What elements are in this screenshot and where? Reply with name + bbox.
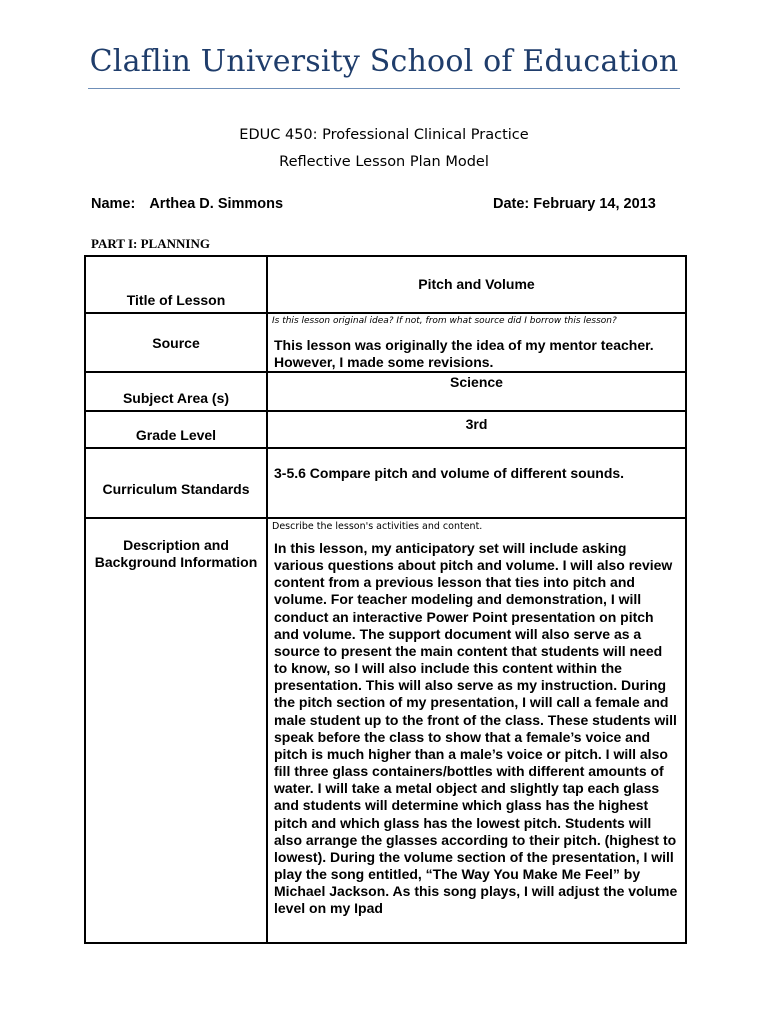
standards-label: Curriculum Standards <box>102 481 250 497</box>
table-row-subject <box>85 372 686 411</box>
title-value-cell <box>267 256 686 313</box>
plan-model-title: Reflective Lesson Plan Model <box>279 154 489 170</box>
source-label-cell <box>85 313 267 372</box>
source-prompt: Is this lesson original idea? If not, from what source did I borrow this lesson? <box>272 316 617 326</box>
name-value: Arthea D. Simmons <box>149 196 284 212</box>
description-value: In this lesson, my anticipatory set will include asking various questions about pitch and volume. I will also review content from a previous lesson that ties into pitch and volume. For teacher modeling and demonstration, I will conduct an interactive Power Point presentation on pitch and volume. The support document will also serve as a source to present the main content that students will need to know, so I will also include this content within the presentation. This will also serve as my instruction. During the pitch section of my presentation, I will call a female and male student up to the front of the class. These students will speak before the class to show that a female’s voice and pitch is much higher than a male’s voice or pitch. I will also fill three glass containers/bottles with different amounts of water. I will take a metal object and slightly tap each glass and students will determine which glass has the highest pitch and which glass has the lowest pitch. Students will also arrange the glasses according to their pitch. (highest to lowest). During the volume section of the presentation, I will play the song entitled, “The Way You Make Me Feel” by Michael Jackson. As this song plays, I will adjust the volume level on my Ipad <box>274 540 678 917</box>
date-line: Date: February 14, 2013 <box>493 196 656 212</box>
description-prompt: Describe the lesson's activities and content. <box>272 521 483 532</box>
course-title: EDUC 450: Professional Clinical Practice <box>239 127 529 143</box>
description-label: Description and Background Information <box>94 537 258 570</box>
title-label-cell <box>85 256 267 313</box>
table-row-grade <box>85 411 686 448</box>
table-row-description <box>85 518 686 943</box>
header-divider <box>88 88 680 89</box>
part-heading: PART I: PLANNING <box>91 236 210 251</box>
title-label: Title of Lesson <box>126 292 226 308</box>
grade-label-cell <box>85 411 267 448</box>
grade-value-cell <box>267 411 686 448</box>
standards-value-cell <box>267 448 686 518</box>
table-row-source <box>85 313 686 372</box>
source-label: Source <box>152 334 200 351</box>
description-value-cell <box>267 518 686 943</box>
name-label: Name: <box>91 196 136 212</box>
subject-label-cell <box>85 372 267 411</box>
standards-label-cell <box>85 448 267 518</box>
subject-value-cell <box>267 372 686 411</box>
source-value: This lesson was originally the idea of my mentor teacher. However, I made some revisions. <box>274 337 654 370</box>
table-row-standards <box>85 448 686 518</box>
grade-label: Grade Level <box>135 427 217 443</box>
subject-label: Subject Area (s) <box>122 390 230 406</box>
grade-value: 3rd <box>465 416 488 432</box>
title-value: Pitch and Volume <box>418 276 535 292</box>
subject-value: Science <box>450 374 503 390</box>
table-row-title <box>85 256 686 313</box>
page-title: Claflin University School of Education <box>89 44 679 79</box>
source-value-cell <box>267 313 686 372</box>
name-line <box>91 196 283 212</box>
description-label-cell <box>85 518 267 943</box>
standards-value: 3-5.6 Compare pitch and volume of different sounds. <box>274 465 625 481</box>
lesson-plan-table <box>84 255 687 944</box>
